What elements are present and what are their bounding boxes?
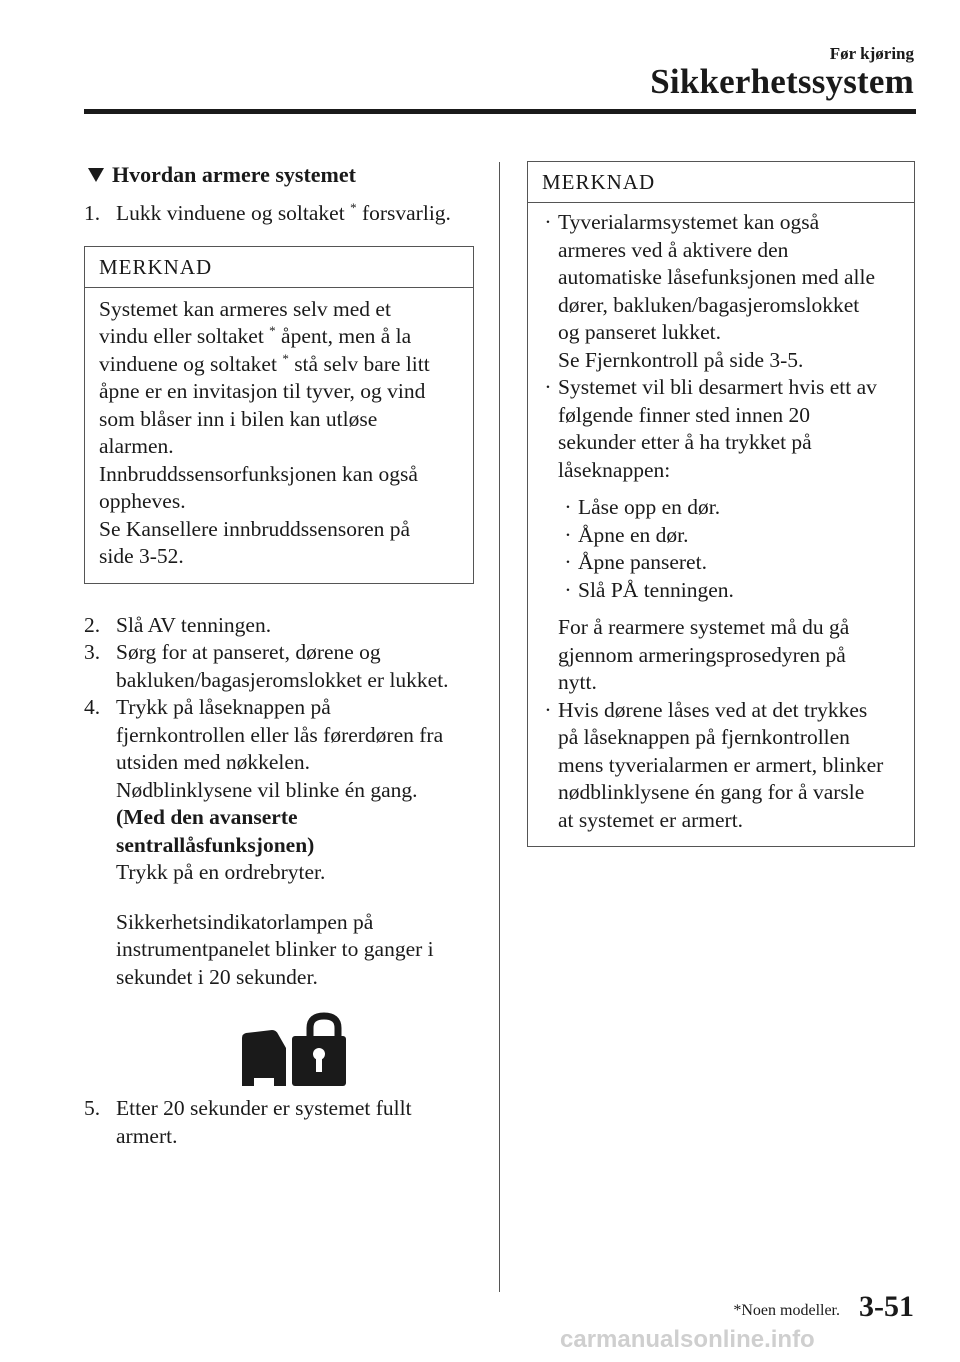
note-line: [99, 351, 459, 379]
bullet-line: automatiske låsefunksjonen med alle: [558, 265, 876, 289]
note-line: [99, 323, 459, 351]
step-number: 3.: [84, 640, 101, 664]
step-line: utsiden med nøkkelen.: [116, 750, 311, 774]
step-number: 2.: [84, 612, 101, 637]
bullet-dot-icon: ·: [564, 577, 572, 602]
step-number: 4.: [84, 695, 101, 719]
bullet-text: [558, 209, 904, 374]
bullet-item: [538, 697, 904, 835]
footnote-text: *Noen modeller.: [733, 1302, 840, 1319]
bullet-dot-icon: ·: [564, 522, 572, 547]
header-rule: [84, 109, 916, 114]
note-title: MERKNAD: [528, 162, 914, 203]
step-1: [84, 200, 474, 228]
sub-list: [538, 494, 904, 604]
step-line: Nødblinklysene vil blinke én gang.: [116, 777, 418, 802]
note-content: [528, 203, 914, 846]
note-line: som blåser inn i bilen kan utløse: [99, 406, 378, 431]
step-text-part: forsvarlig.: [356, 201, 451, 225]
heading-text: Hvordan armere systemet: [112, 162, 356, 188]
step-number: 5.: [84, 1096, 101, 1120]
note-line: åpne er en invitasjon til tyver, og vind: [99, 379, 426, 403]
note-line: side 3-52.: [99, 544, 184, 568]
note-content: [85, 288, 473, 583]
note-line: Innbruddssensorfunksjonen kan også: [99, 461, 418, 486]
bullet-dot-icon: ·: [544, 697, 552, 722]
note-line-part: vindu eller soltaket: [99, 324, 270, 348]
step-5: [84, 1095, 474, 1150]
note-line-part: stå selv bare litt: [288, 351, 430, 376]
step-line: Sikkerhetsindikatorlampen på: [116, 909, 374, 934]
step-text: [116, 639, 474, 694]
paragraph-line: For å rearmere systemet må du gå: [558, 615, 850, 639]
step-line: armert.: [116, 1123, 178, 1148]
paragraph-line: nytt.: [558, 670, 597, 694]
note-line-part: åpent, men å la: [275, 324, 412, 348]
triangle-bullet-icon: [88, 168, 104, 182]
bullet-line: Hvis dørene låses ved at det trykkes: [558, 697, 868, 722]
step-line: sekundet i 20 sekunder.: [116, 964, 318, 989]
bullet-line: følgende finner sted innen 20: [558, 402, 810, 427]
bullet-item: [538, 374, 904, 484]
chapter-title: Sikkerhetssystem: [650, 62, 914, 101]
step-2: [84, 612, 474, 640]
bullet-line: Systemet vil bli desarmert hvis ett av: [558, 375, 877, 399]
footnote-star: *: [350, 199, 357, 215]
note-line: Se Kansellere innbruddssensoren på: [99, 516, 411, 541]
rearm-paragraph: [538, 614, 904, 697]
bullet-line: at systemet er armert.: [558, 807, 744, 832]
bullet-line: på låseknappen på fjernkontrollen: [558, 725, 850, 749]
bullet-line: sekunder etter å ha trykket på: [558, 430, 812, 454]
sub-item-text: Slå PÅ tenningen.: [578, 577, 734, 602]
bullet-line: Se Fjernkontroll på side 3-5.: [558, 347, 804, 372]
bullet-line: nødblinklysene én gang for å varsle: [558, 780, 865, 804]
bullet-dot-icon: ·: [544, 375, 552, 399]
footnote-star: *: [269, 322, 276, 338]
section-heading: [84, 160, 474, 190]
step-bold-line: sentrallåsfunksjonen): [116, 832, 315, 857]
bullet-line: og panseret lukket.: [558, 320, 721, 344]
step-text-part: Lukk vinduene og soltaket: [116, 201, 345, 225]
sub-item: [558, 494, 904, 522]
step-number: 1.: [84, 201, 101, 225]
step-text: Slå AV tenningen.: [116, 612, 272, 637]
bullet-dot-icon: ·: [544, 210, 552, 234]
left-column-lower: [84, 1095, 474, 1150]
step-3: [84, 639, 474, 694]
bullet-item: [538, 209, 904, 374]
bullet-dot-icon: ·: [564, 495, 572, 519]
step-line: Sørg for at panseret, dørene og: [116, 640, 381, 664]
bullet-text: [558, 697, 904, 835]
bullet-line: låseknappen:: [558, 457, 671, 482]
note-box-1: [84, 246, 474, 584]
step-text: [116, 200, 474, 228]
bullet-line: Tyverialarmsystemet kan også: [558, 210, 820, 234]
section-label: Før kjøring: [829, 44, 914, 63]
note-line: alarmen.: [99, 434, 174, 458]
bullet-dot-icon: ·: [564, 550, 572, 574]
step-line: bakluken/bagasjeromslokket er lukket.: [116, 667, 449, 692]
paragraph-line: gjennom armeringsprosedyren på: [558, 642, 846, 667]
note-title: MERKNAD: [85, 247, 473, 288]
step-bold-line: (Med den avanserte: [116, 805, 298, 829]
bullet-line: armeres ved å aktivere den: [558, 237, 789, 262]
note-line: oppheves.: [99, 489, 186, 513]
step-line: Trykk på låseknappen på: [116, 695, 331, 719]
step-line: Etter 20 sekunder er systemet fullt: [116, 1096, 412, 1120]
step-line: fjernkontrollen eller lås førerdøren fra: [116, 722, 444, 747]
security-lock-indicator-icon: [240, 1010, 346, 1086]
left-column: [84, 160, 474, 991]
sub-item: [558, 549, 904, 577]
step-line: instrumentpanelet blinker to ganger i: [116, 937, 434, 961]
column-divider: [499, 162, 500, 1292]
footnote-star: *: [282, 350, 289, 366]
sub-item-text: Låse opp en dør.: [578, 495, 721, 519]
watermark-text: carmanualsonline.info: [560, 1326, 815, 1353]
note-line: Systemet kan armeres selv med et: [99, 296, 391, 321]
note-line-part: vinduene og soltaket: [99, 351, 283, 376]
step-4: [84, 694, 474, 991]
step-text: [116, 694, 474, 991]
step-text: [116, 1095, 474, 1150]
step-line: Trykk på en ordrebryter.: [116, 860, 326, 884]
bullet-line: mens tyverialarmen er armert, blinker: [558, 752, 884, 777]
sub-item: [558, 577, 904, 605]
bullet-line: dører, bakluken/bagasjeromslokket: [558, 292, 860, 317]
sub-item-text: Åpne en dør.: [578, 522, 689, 547]
bullet-text: [558, 374, 904, 484]
sub-item-text: Åpne panseret.: [578, 550, 707, 574]
page-number: 3-51: [859, 1290, 914, 1323]
note-box-2: [527, 161, 915, 847]
sub-item: [558, 522, 904, 550]
right-column: [527, 161, 915, 847]
